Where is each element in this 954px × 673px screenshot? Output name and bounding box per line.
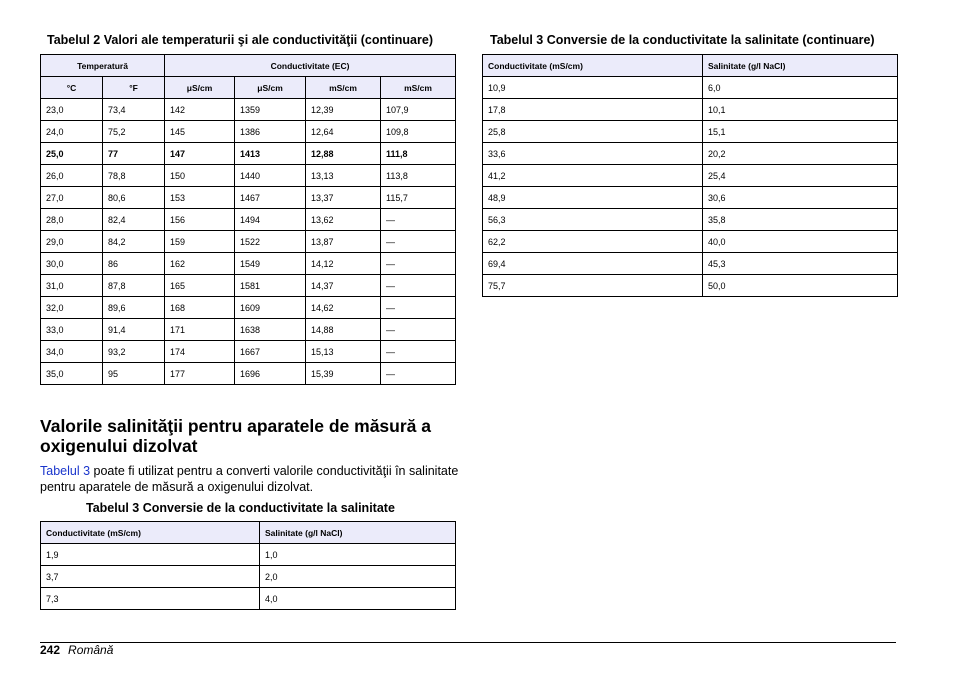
table-row xyxy=(41,275,456,297)
table-cell: 2,0 xyxy=(260,566,456,588)
table-row xyxy=(41,544,456,566)
table-cell: 41,2 xyxy=(483,165,703,187)
footer-rule xyxy=(40,642,896,643)
col-header-ms-cm-1: mS/cm xyxy=(306,77,381,99)
table-cell: 35,0 xyxy=(41,363,103,385)
table-cell: 1,9 xyxy=(41,544,260,566)
table-cell: 25,8 xyxy=(483,121,703,143)
table-cell: 113,8 xyxy=(381,165,456,187)
table-cell: 27,0 xyxy=(41,187,103,209)
table-cell: 153 xyxy=(165,187,235,209)
table3-caption: Tabelul 3 Conversie de la conductivitate la salinitate xyxy=(86,501,395,515)
table-cell: 75,2 xyxy=(103,121,165,143)
col-header-us-cm-2: μS/cm xyxy=(235,77,306,99)
table-cell: 12,64 xyxy=(306,121,381,143)
conductivity-salinity-table xyxy=(40,521,456,610)
table-cell: 10,1 xyxy=(703,99,898,121)
table-cell: 77 xyxy=(103,143,165,165)
table-cell: 12,88 xyxy=(306,143,381,165)
table-row xyxy=(483,209,898,231)
col-header-salinity: Salinitate (g/l NaCl) xyxy=(260,522,456,544)
table-cell: 48,9 xyxy=(483,187,703,209)
group-header-temperature: Temperatură xyxy=(41,55,165,77)
table-row xyxy=(41,363,456,385)
table-cell: 13,62 xyxy=(306,209,381,231)
table-cell: 147 xyxy=(165,143,235,165)
table-cell: 142 xyxy=(165,99,235,121)
table-row xyxy=(41,253,456,275)
table-cell: 1467 xyxy=(235,187,306,209)
table-cell: 32,0 xyxy=(41,297,103,319)
table-cell: 89,6 xyxy=(103,297,165,319)
table-row xyxy=(483,231,898,253)
table-row xyxy=(41,99,456,121)
table-cell: 86 xyxy=(103,253,165,275)
table-row xyxy=(41,231,456,253)
table-row xyxy=(483,99,898,121)
table-row xyxy=(41,341,456,363)
table-cell: 84,2 xyxy=(103,231,165,253)
table-row xyxy=(41,297,456,319)
table-cell: 25,0 xyxy=(41,143,103,165)
table-row xyxy=(483,143,898,165)
table-cell: 162 xyxy=(165,253,235,275)
table-cell: 1,0 xyxy=(260,544,456,566)
table-cell: 93,2 xyxy=(103,341,165,363)
table-row xyxy=(483,77,898,99)
section-title: Valorile salinităţii pentru aparatele de măsură a oxigenului dizolvat xyxy=(40,416,431,456)
table-cell: — xyxy=(381,341,456,363)
table-cell: 1413 xyxy=(235,143,306,165)
table-cell: — xyxy=(381,253,456,275)
table-cell: 1549 xyxy=(235,253,306,275)
table-row xyxy=(483,165,898,187)
table-cell: 177 xyxy=(165,363,235,385)
table-cell: 13,13 xyxy=(306,165,381,187)
table-cell: 40,0 xyxy=(703,231,898,253)
conductivity-salinity-table-continued xyxy=(482,54,898,297)
table-row xyxy=(483,275,898,297)
col-header-conductivity: Conductivitate (mS/cm) xyxy=(483,55,703,77)
table-row xyxy=(41,187,456,209)
table-cell: 23,0 xyxy=(41,99,103,121)
group-header-conductivity: Conductivitate (EC) xyxy=(165,55,456,77)
footer-language: Română xyxy=(68,643,114,657)
page-number: 242 xyxy=(40,643,61,657)
table-cell: 78,8 xyxy=(103,165,165,187)
table-cell: 56,3 xyxy=(483,209,703,231)
table-cell: 107,9 xyxy=(381,99,456,121)
table-cell: 156 xyxy=(165,209,235,231)
table-cell: — xyxy=(381,275,456,297)
table-cell: 14,88 xyxy=(306,319,381,341)
table-cell: 1581 xyxy=(235,275,306,297)
table-cell: 20,2 xyxy=(703,143,898,165)
table2-caption: Tabelul 2 Valori ale temperaturii şi ale conductivităţii (continuare) xyxy=(47,33,433,47)
table-cell: 75,7 xyxy=(483,275,703,297)
table-cell: 13,37 xyxy=(306,187,381,209)
table-cell: 35,8 xyxy=(703,209,898,231)
temperature-conductivity-table xyxy=(40,54,456,385)
table-row xyxy=(41,566,456,588)
table-cell: 50,0 xyxy=(703,275,898,297)
table-cell: 7,3 xyxy=(41,588,260,610)
col-header-us-cm-1: μS/cm xyxy=(165,77,235,99)
table-cell: 69,4 xyxy=(483,253,703,275)
table-row xyxy=(41,143,456,165)
table-cell: 1386 xyxy=(235,121,306,143)
table-cell: 95 xyxy=(103,363,165,385)
table-row xyxy=(483,253,898,275)
table-cell: 45,3 xyxy=(703,253,898,275)
table-cell: 15,39 xyxy=(306,363,381,385)
table-row xyxy=(41,588,456,610)
table-cell: 73,4 xyxy=(103,99,165,121)
table-cell: 10,9 xyxy=(483,77,703,99)
table-cell: 25,4 xyxy=(703,165,898,187)
table-cell: 150 xyxy=(165,165,235,187)
table-cell: 145 xyxy=(165,121,235,143)
table-cell: 33,6 xyxy=(483,143,703,165)
table-cell: 6,0 xyxy=(703,77,898,99)
col-header-conductivity: Conductivitate (mS/cm) xyxy=(41,522,260,544)
table-cell: 109,8 xyxy=(381,121,456,143)
table-cell: 171 xyxy=(165,319,235,341)
table-cell: 1609 xyxy=(235,297,306,319)
table-cell: 30,0 xyxy=(41,253,103,275)
table-cell: — xyxy=(381,209,456,231)
table-cell: 1494 xyxy=(235,209,306,231)
table-cell: 26,0 xyxy=(41,165,103,187)
page-footer xyxy=(40,643,113,657)
paragraph-text: poate fi utilizat pentru a converti valorile conductivităţii în salinitate pentru aparatele de măsură a oxigenului dizolvat. xyxy=(40,464,459,494)
table-cell: 165 xyxy=(165,275,235,297)
col-header-salinity: Salinitate (g/l NaCl) xyxy=(703,55,898,77)
table3-link[interactable]: Tabelul 3 xyxy=(40,464,91,478)
table-row xyxy=(41,121,456,143)
col-header-celsius: °C xyxy=(41,77,103,99)
table-cell: 159 xyxy=(165,231,235,253)
table-cell: 111,8 xyxy=(381,143,456,165)
table-cell: 1638 xyxy=(235,319,306,341)
table-cell: 91,4 xyxy=(103,319,165,341)
table-cell: 14,37 xyxy=(306,275,381,297)
table-cell: 82,4 xyxy=(103,209,165,231)
table-cell: 87,8 xyxy=(103,275,165,297)
table-cell: 1696 xyxy=(235,363,306,385)
table-cell: — xyxy=(381,231,456,253)
table-cell: 1440 xyxy=(235,165,306,187)
table-cell: 15,13 xyxy=(306,341,381,363)
table-row xyxy=(41,319,456,341)
table3-cont-caption: Tabelul 3 Conversie de la conductivitate la salinitate (continuare) xyxy=(490,33,875,47)
table-cell: 34,0 xyxy=(41,341,103,363)
table-cell: 12,39 xyxy=(306,99,381,121)
table-cell: 14,62 xyxy=(306,297,381,319)
table-cell: 62,2 xyxy=(483,231,703,253)
table-cell: 4,0 xyxy=(260,588,456,610)
table-cell: 33,0 xyxy=(41,319,103,341)
table-cell: 80,6 xyxy=(103,187,165,209)
table-cell: — xyxy=(381,297,456,319)
table-cell: 17,8 xyxy=(483,99,703,121)
table-row xyxy=(41,209,456,231)
table-cell: 1522 xyxy=(235,231,306,253)
table-cell: 15,1 xyxy=(703,121,898,143)
table-cell: 30,6 xyxy=(703,187,898,209)
table-cell: 31,0 xyxy=(41,275,103,297)
table-cell: 1667 xyxy=(235,341,306,363)
table-row xyxy=(41,165,456,187)
table-cell: 168 xyxy=(165,297,235,319)
table-cell: 174 xyxy=(165,341,235,363)
table-cell: 115,7 xyxy=(381,187,456,209)
table-row xyxy=(483,187,898,209)
table-row xyxy=(483,121,898,143)
table-cell: — xyxy=(381,319,456,341)
table-cell: 14,12 xyxy=(306,253,381,275)
table-cell: — xyxy=(381,363,456,385)
col-header-fahrenheit: °F xyxy=(103,77,165,99)
table-cell: 3,7 xyxy=(41,566,260,588)
col-header-ms-cm-2: mS/cm xyxy=(381,77,456,99)
table-cell: 1359 xyxy=(235,99,306,121)
section-paragraph xyxy=(40,463,460,495)
table-cell: 24,0 xyxy=(41,121,103,143)
table-cell: 28,0 xyxy=(41,209,103,231)
table-cell: 13,87 xyxy=(306,231,381,253)
table-cell: 29,0 xyxy=(41,231,103,253)
